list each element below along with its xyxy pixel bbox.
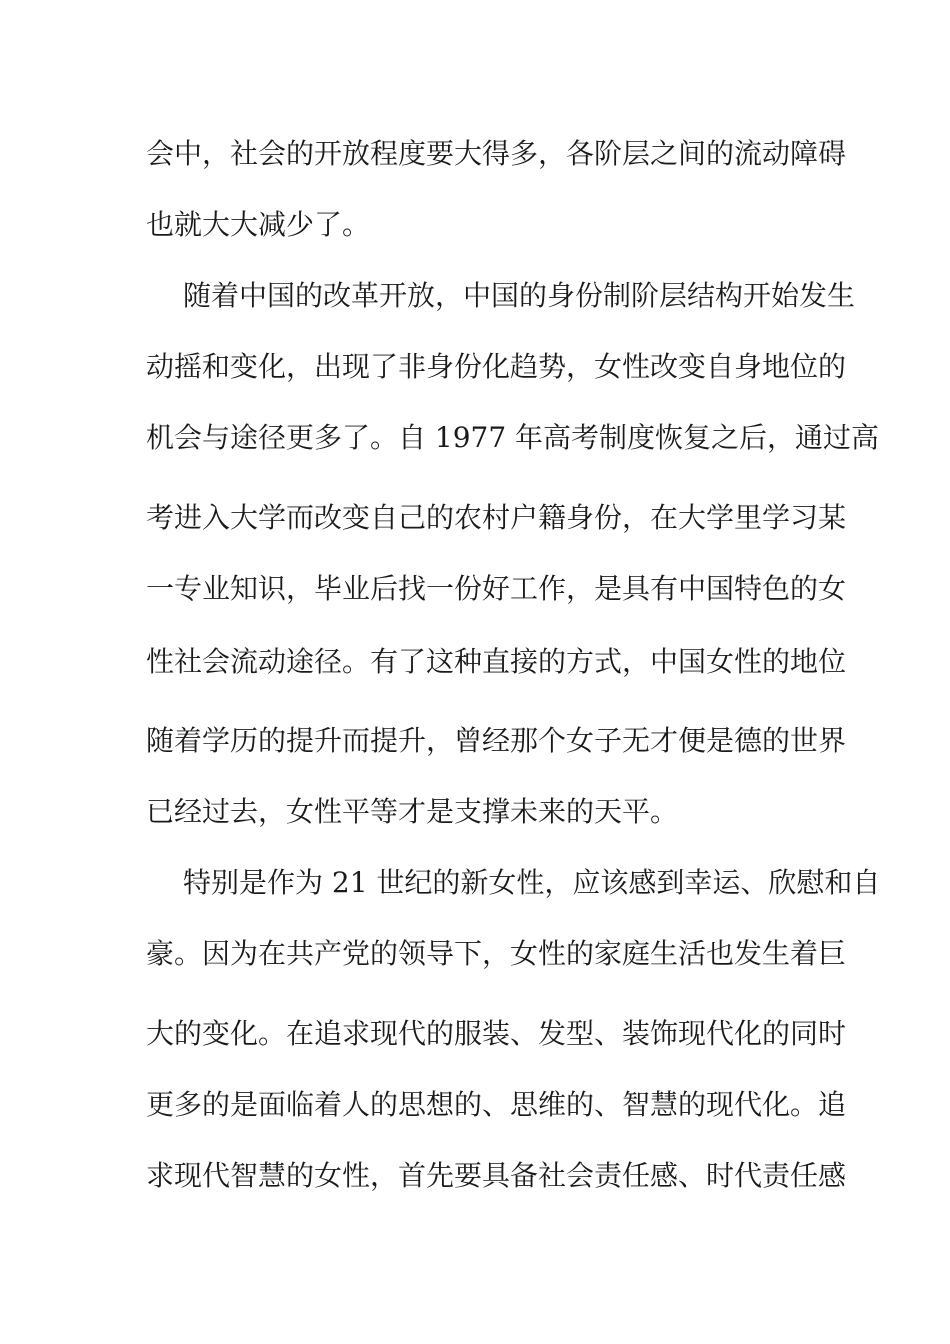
text-line: 会中，社会的开放程度要大得多，各阶层之间的流动障碍 (146, 137, 847, 170)
text-line: 随着中国的改革开放，中国的身份制阶层结构开始发生 (183, 279, 856, 312)
text-line: 动摇和变化，出现了非身份化趋势，女性改变自身地位的 (146, 350, 847, 383)
text-line: 机会与途径更多了。自 1977 年高考制度恢复之后，通过高 (146, 421, 880, 454)
text-line: 求现代智慧的女性，首先要具备社会责任感、时代责任感 (146, 1159, 847, 1192)
text-line: 一专业知识，毕业后找一份好工作，是具有中国特色的女 (146, 572, 847, 605)
text-line: 性社会流动途径。有了这种直接的方式，中国女性的地位 (146, 645, 847, 678)
text-line: 特别是作为 21 世纪的新女性，应该感到幸运、欣慰和自 (183, 866, 881, 899)
text-line: 考进入大学而改变自己的农村户籍身份，在大学里学习某 (146, 501, 847, 534)
text-line: 随着学历的提升而提升，曾经那个女子无才便是德的世界 (146, 724, 847, 757)
text-line: 也就大大减少了。 (146, 208, 371, 241)
text-line: 已经过去，女性平等才是支撑未来的天平。 (146, 795, 679, 828)
text-line: 更多的是面临着人的思想的、思维的、智慧的现代化。追 (146, 1088, 847, 1121)
text-line: 豪。因为在共产党的领导下，女性的家庭生活也发生着巨 (146, 937, 847, 970)
text-line: 大的变化。在追求现代的服装、发型、装饰现代化的同时 (146, 1017, 847, 1050)
